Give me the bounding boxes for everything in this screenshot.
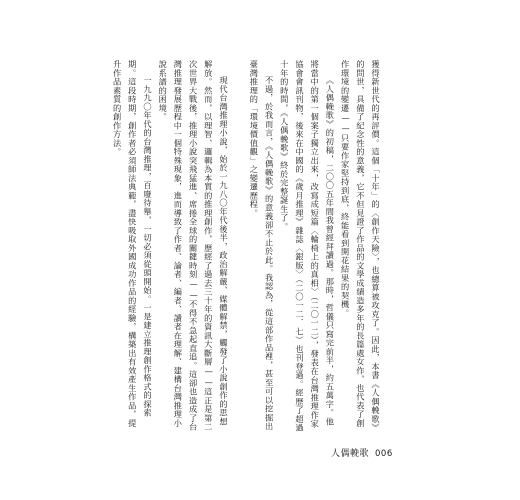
page-number: 006 [375, 449, 393, 459]
page-footer [331, 446, 393, 459]
paragraph-5: 一九九〇年代的台灣推理，百廢待舉，一切必須從頭開始。一是建立推理創作格式的探索期。這段時期，創作者必須師法典範，盡快吸取外國成功作品的經驗，構築出有效產生作品，提升作品素質的創作方法。 [112, 60, 153, 428]
paragraph-gap [231, 60, 246, 433]
running-title: 人偶輓歌 [331, 449, 370, 459]
paragraph-4: 現代台灣推理小說，始於一九八〇年代後半，政治解嚴、媒體解禁，觸發了小說創作的思想解放。然而，以理智、邏輯為本質的推理創作，歷經了過去三十年的資訊大斷層——這正是第二次世界大戰後，推理小說突飛猛進、席捲全球的關鍵時刻——不得不急起直追。這卻也造成了台灣推理發展歷程中一個特殊現象，進而導致了作者、論者、編者、讀者在理解、建構台灣推理小說系譜的困境。 [158, 60, 229, 432]
paragraph-3: 不過，於我而言，《人偶輓歌》的意義卻不止於此。我認為，從這部作品裡，甚至可以挖掘出臺灣推理的「環境價值觀」之變遷歷程。 [249, 60, 275, 432]
body-text [109, 60, 383, 433]
paragraph-1: 獲得新世代的再評價。這個「十年」的〈創作天險〉，也總算被攻克了。因此，本書《人偶輓歌》的問世，具備了紀念性的意義，它不但見證了作品的文學成績造多年的長篇處女作，也代表了創作環境的變遷——只要作家堅持到底，終能看到開花結果的契機。 [340, 60, 381, 433]
paragraph-2: 《人偶輓歌》的初稿，二〇〇五年間我曾經拜讀過。那時，哲儀只寫完前半，約五萬字。他將當中的第一個案子獨立出來，改寫成短篇〈輪椅上的真相〉（二〇一二），發表在台灣推理作家協會會訊刊物，後來在中國的《歲月推理》雜誌〈銀版〉（二〇一二．七）也刊登過。經歷了超過十年的時間，《人偶輓歌》終於完整誕生了。 [279, 60, 336, 433]
